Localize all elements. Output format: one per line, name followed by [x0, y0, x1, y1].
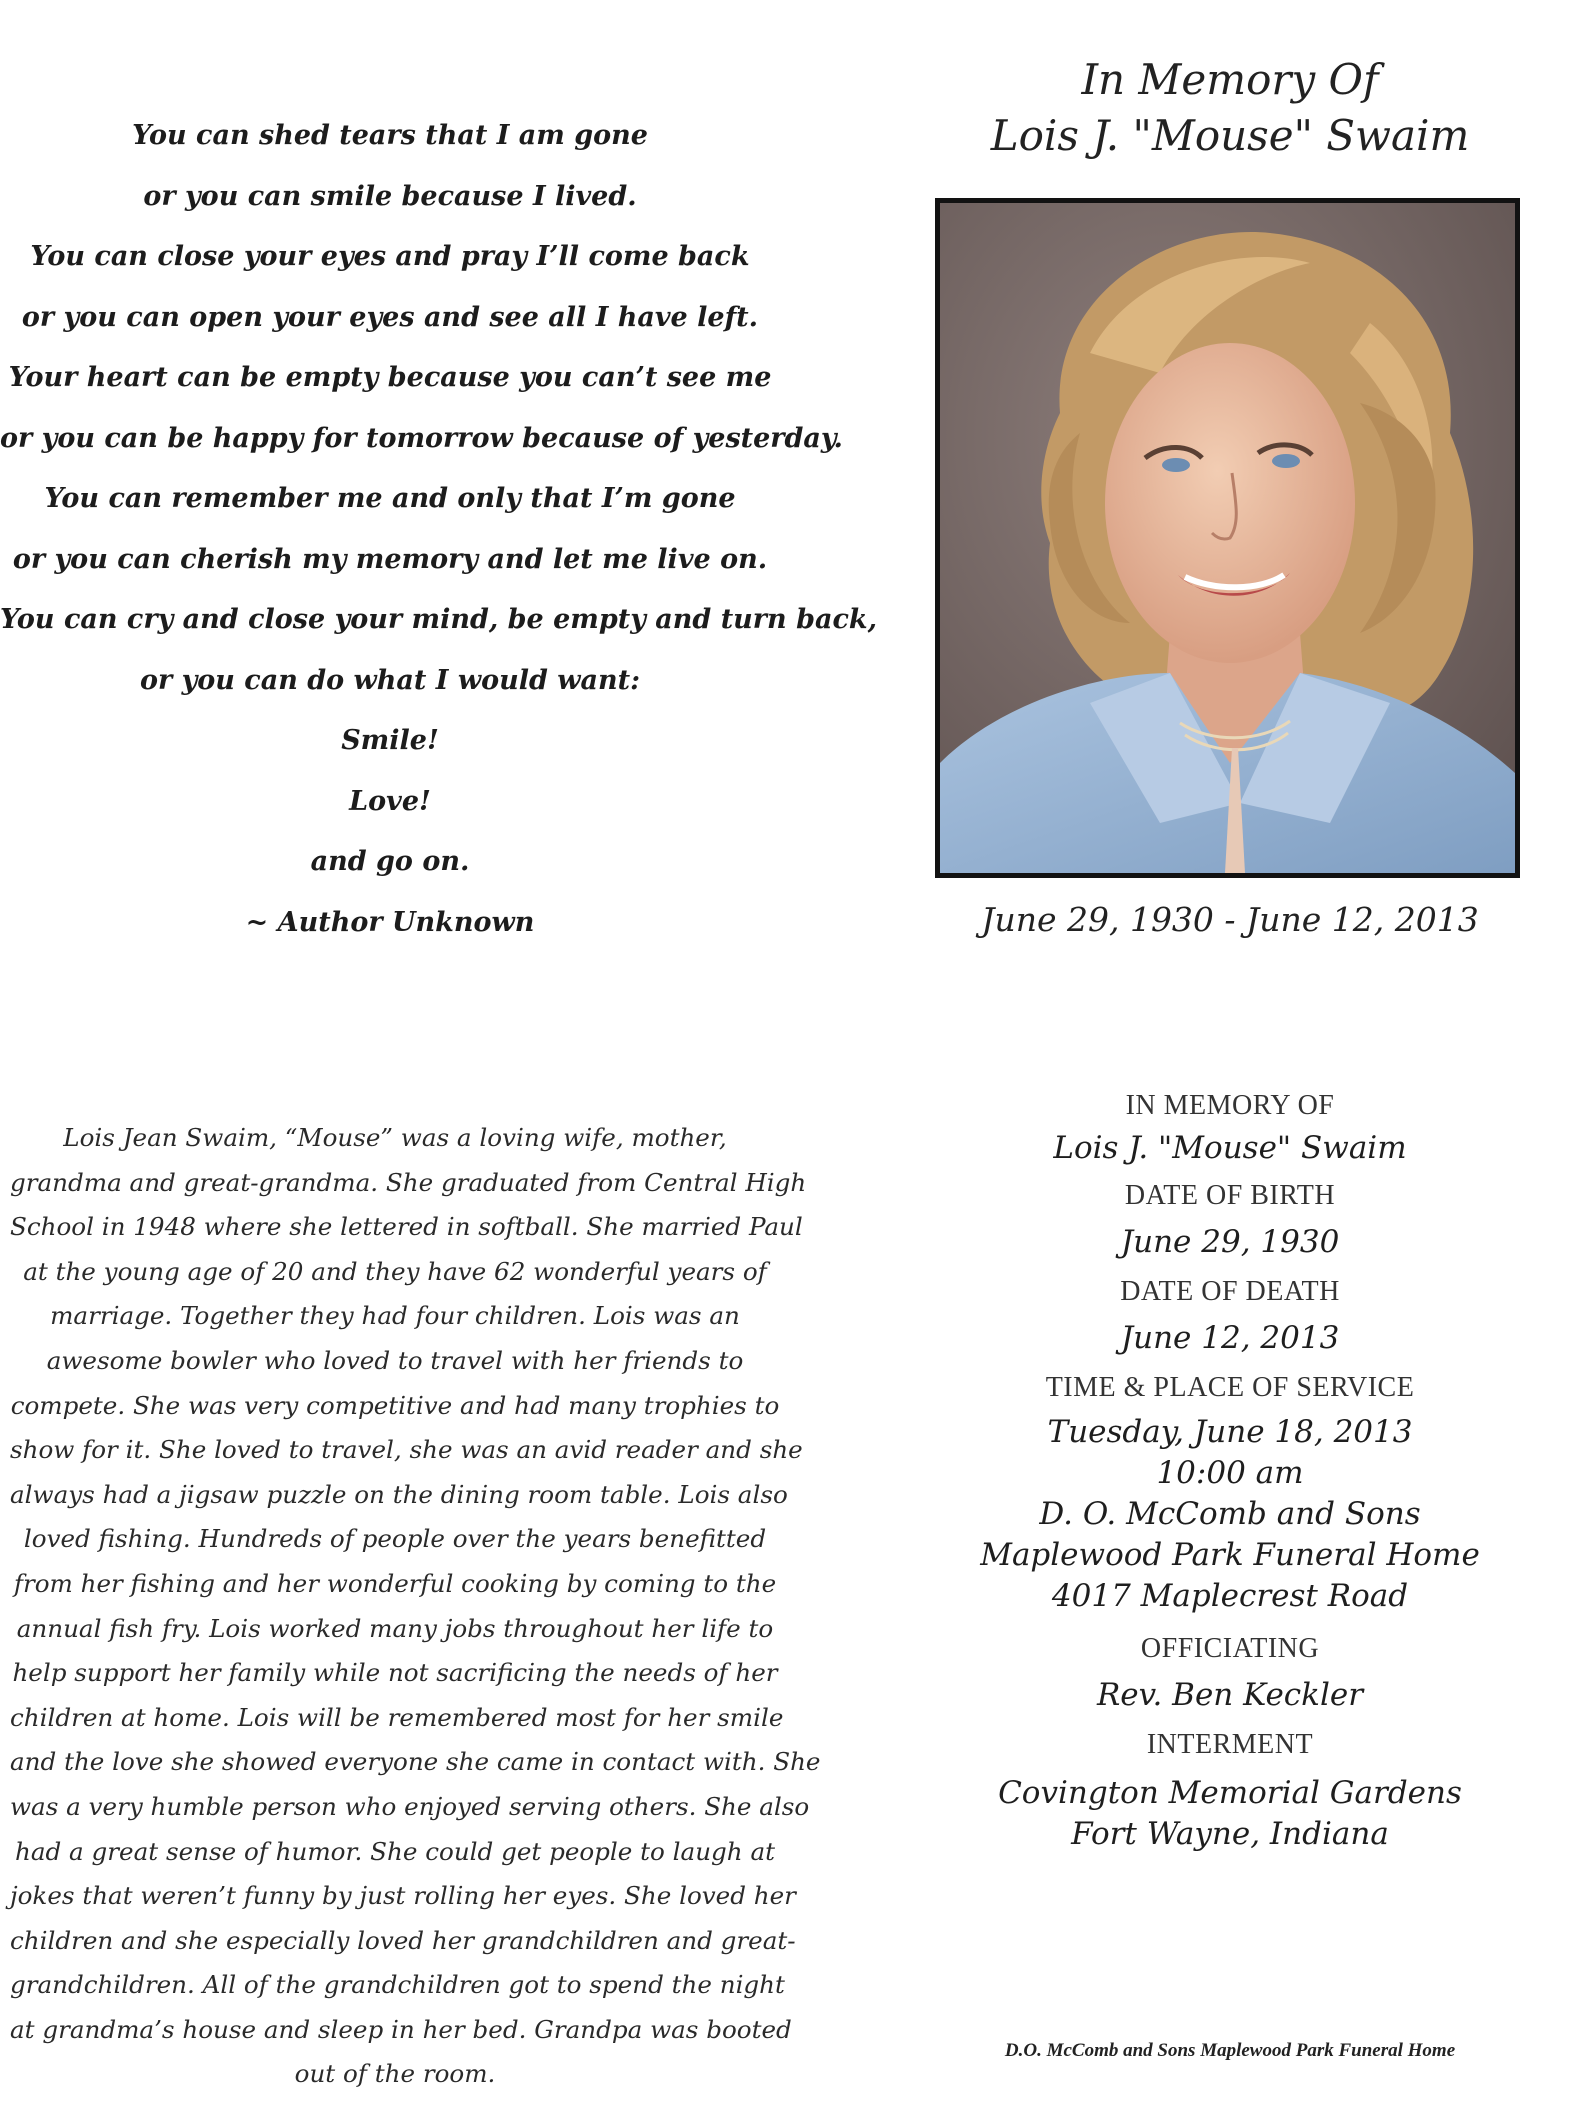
- death-date: June 12, 2013: [1120, 1320, 1340, 1356]
- obituary-line: and the love she showed everyone she came in contact with. She: [10, 1747, 821, 1777]
- obituary-line: jokes that weren’t funny by just rolling her eyes. She loved her: [10, 1881, 796, 1911]
- poem-line: and go on.: [310, 846, 470, 877]
- interment-place: Covington Memorial Gardens: [998, 1775, 1462, 1811]
- memory-label: IN MEMORY OF: [1125, 1090, 1335, 1121]
- obituary-line: grandchildren. All of the grandchildren got to spend the night: [10, 1970, 785, 2000]
- obituary-line: at grandma’s house and sleep in her bed. Grandpa was booted: [10, 2014, 792, 2044]
- service-label: TIME & PLACE OF SERVICE: [1045, 1372, 1415, 1403]
- poem-line: or you can smile because I lived.: [143, 180, 637, 212]
- poem-line: You can remember me and only that I’m gone: [44, 483, 736, 514]
- service-address: 4017 Maplecrest Road: [1051, 1578, 1409, 1614]
- portrait-photo-icon: [940, 203, 1515, 873]
- portrait-photo: [935, 198, 1520, 878]
- interment-city: Fort Wayne, Indiana: [1071, 1816, 1389, 1852]
- obituary-line: from her fishing and her wonderful cooking by coming to the: [13, 1568, 777, 1598]
- poem-author: ~ Author Unknown: [245, 906, 535, 938]
- obituary-line: marriage. Together they had four children. Lois was an: [50, 1301, 740, 1331]
- service-info: [930, 1412, 1530, 1617]
- poem-line: You can cry and close your mind, be empty and turn back,: [0, 604, 877, 635]
- obituary-line: compete. She was very competitive and had many trophies to: [10, 1390, 780, 1420]
- poem-line: Smile!: [341, 725, 439, 756]
- poem-line: Love!: [349, 785, 431, 817]
- obituary-line: was a very humble person who enjoyed serving others. She also: [10, 1791, 810, 1821]
- memorial-poem: [0, 106, 877, 953]
- poem-line: You can close your eyes and pray I’ll come back: [30, 241, 750, 272]
- death-label: DATE OF DEATH: [1120, 1276, 1340, 1307]
- obituary-line: grandma and great-grandma. She graduated from Central High: [10, 1167, 807, 1197]
- obituary-line: loved fishing. Hundreds of people over the years benefitted: [23, 1524, 767, 1554]
- poem-line: or you can be happy for tomorrow because of yesterday.: [0, 422, 843, 454]
- birth-date: June 29, 1930: [1120, 1224, 1340, 1260]
- obituary-line: show for it. She loved to travel, she was an avid reader and she: [10, 1435, 803, 1465]
- interment-info: [930, 1773, 1530, 1855]
- memorial-title-line1: In Memory Of: [1081, 55, 1379, 104]
- life-dates: June 29, 1930 - June 12, 2013: [981, 900, 1479, 939]
- memorial-title-name: Lois J. "Mouse" Swaim: [990, 111, 1470, 160]
- obituary-line: annual fish fry. Lois worked many jobs throughout her life to: [16, 1613, 774, 1643]
- memory-name: Lois J. "Mouse" Swaim: [1053, 1130, 1407, 1166]
- interment-label: INTERMENT: [1146, 1729, 1314, 1760]
- obituary-line: School in 1948 where she lettered in softball. She married Paul: [10, 1212, 803, 1242]
- poem-line: or you can open your eyes and see all I have left.: [21, 301, 759, 333]
- birth-label: DATE OF BIRTH: [1124, 1180, 1336, 1211]
- poem-line: or you can do what I would want:: [139, 664, 641, 696]
- memorial-title: [930, 52, 1530, 164]
- obituary-line: help support her family while not sacrificing the needs of her: [12, 1658, 778, 1688]
- service-venue: Maplewood Park Funeral Home: [980, 1537, 1480, 1573]
- obituary-text: [10, 1116, 821, 2097]
- officiating-label: OFFICIATING: [1140, 1633, 1320, 1664]
- poem-line: Your heart can be empty because you can’t see me: [8, 362, 772, 393]
- poem-line: or you can cherish my memory and let me live on.: [12, 543, 768, 575]
- service-time: 10:00 am: [1156, 1455, 1304, 1491]
- service-details: [930, 1090, 1530, 1855]
- service-host: D. O. McComb and Sons: [1039, 1496, 1421, 1532]
- obituary-line: children and she especially loved her grandchildren and great-: [10, 1925, 796, 1955]
- officiant-name: Rev. Ben Keckler: [1096, 1677, 1364, 1713]
- poem-line: You can shed tears that I am gone: [132, 120, 648, 151]
- service-day: Tuesday, June 18, 2013: [1047, 1414, 1413, 1450]
- obituary-line: Lois Jean Swaim, “Mouse” was a loving wife, mother,: [63, 1123, 727, 1152]
- funeral-home-credit: D.O. McComb and Sons Maplewood Park Funeral Home: [1004, 2040, 1456, 2061]
- obituary-line: out of the room.: [294, 2059, 496, 2089]
- obituary-line: at the young age of 20 and they have 62 wonderful years of: [23, 1256, 767, 1286]
- obituary-line: had a great sense of humor. She could get people to laugh at: [14, 1836, 775, 1866]
- obituary-line: awesome bowler who loved to travel with her friends to: [46, 1345, 744, 1375]
- obituary-line: children at home. Lois will be remembered most for her smile: [10, 1702, 784, 1732]
- obituary-line: always had a jigsaw puzzle on the dining room table. Lois also: [10, 1479, 788, 1509]
